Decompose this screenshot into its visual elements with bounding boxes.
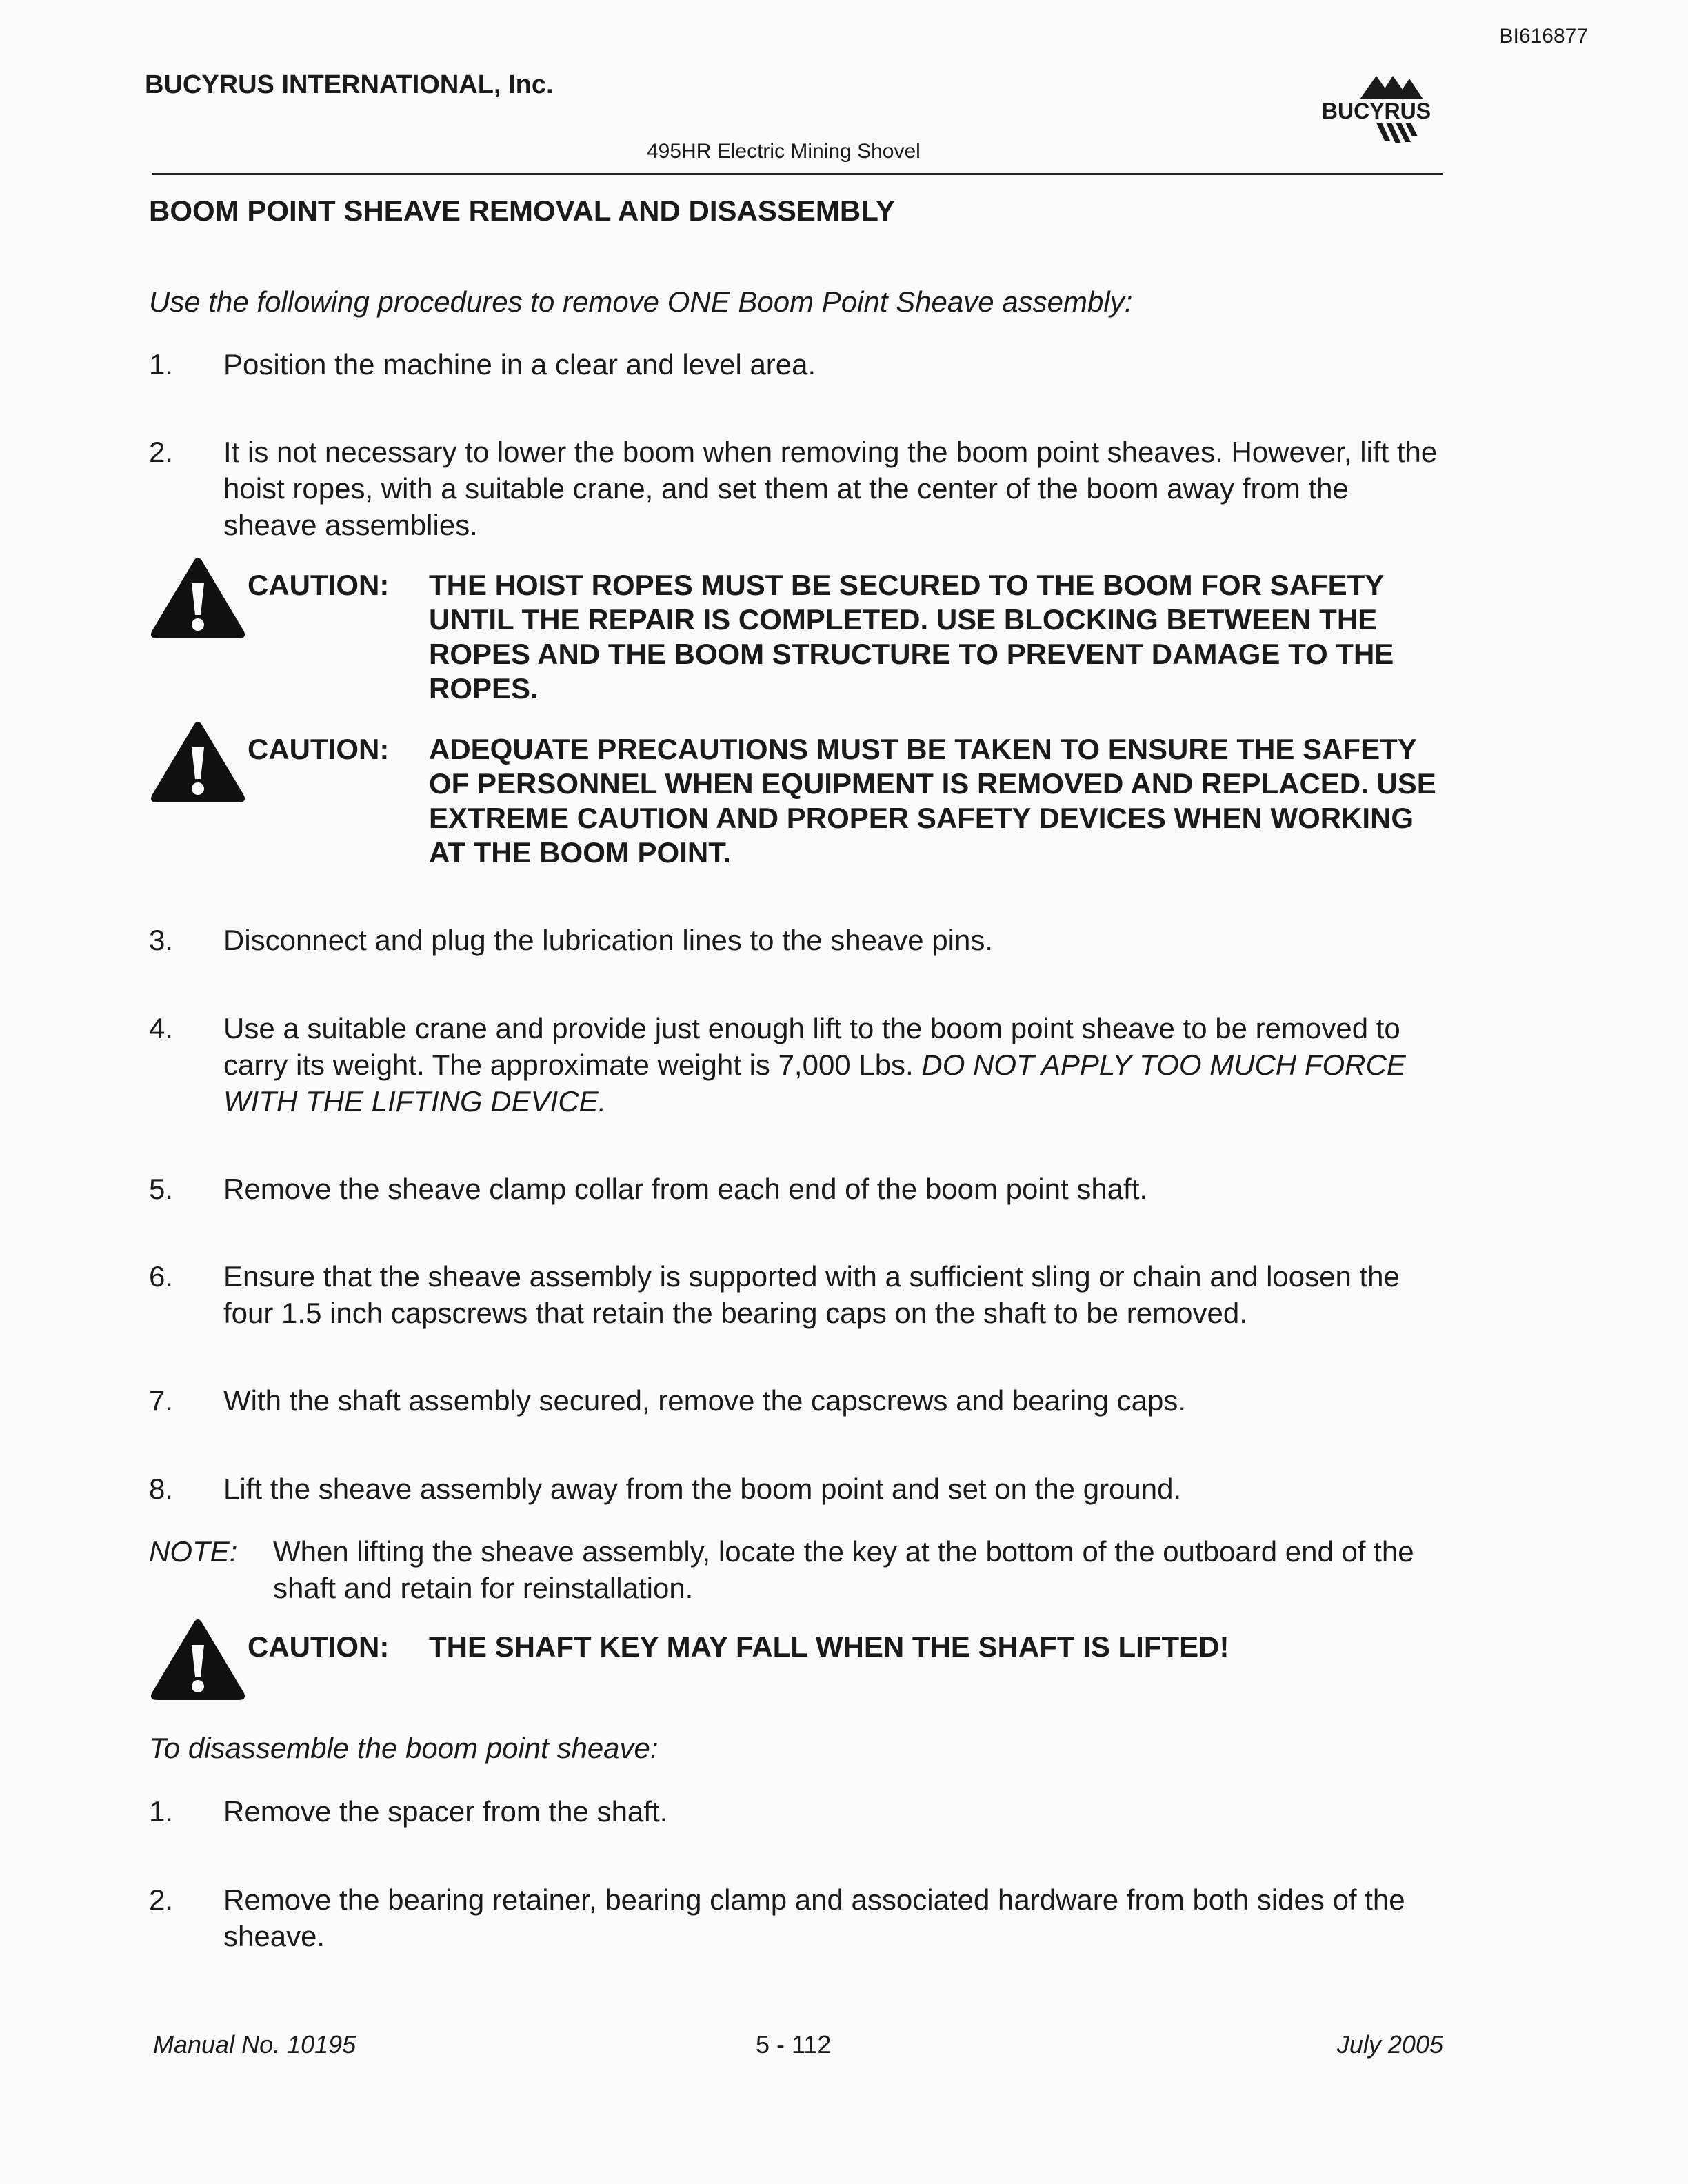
caution-block [149, 1630, 1445, 1664]
warning-triangle-icon [149, 721, 247, 805]
caution-text: THE HOIST ROPES MUST BE SECURED TO THE BOOM FOR SAFETY UNTIL THE REPAIR IS COMPLETED. USE BLOCKING BETWEEN THE ROPES AND THE BOOM STRUCTURE TO PREVENT DAMAGE TO THE ROPES. [429, 569, 1394, 705]
caution-text: THE SHAFT KEY MAY FALL WHEN THE SHAFT IS LIFTED! [429, 1630, 1229, 1663]
step-text: Remove the sheave clamp collar from each end of the boom point shaft. [223, 1173, 1148, 1205]
removal-step-2 [149, 434, 1445, 543]
publication-date: July 2005 [1336, 2030, 1443, 2059]
step-emphasis: DO NOT APPLY TOO MUCH FORCE WITH THE LIFTING DEVICE. [223, 1049, 1406, 1118]
step-number: 2. [149, 436, 174, 468]
caution-label: CAUTION: [248, 733, 390, 765]
step-number: 8. [149, 1473, 174, 1505]
removal-step-6 [149, 1258, 1445, 1331]
step-text: Disconnect and plug the lubrication lines to the sheave pins. [223, 924, 994, 956]
removal-step-3 [149, 922, 1445, 958]
disassembly-step-2 [149, 1881, 1445, 1954]
step-number: 7. [149, 1384, 174, 1417]
removal-step-1 [149, 346, 1445, 383]
note-text: When lifting the sheave assembly, locate the key at the bottom of the outboard end of the shaft and retain for reinstallation. [273, 1535, 1414, 1604]
step-text: Lift the sheave assembly away from the boom point and set on the ground. [223, 1473, 1182, 1505]
step-text: Remove the spacer from the shaft. [223, 1795, 668, 1828]
note-block [149, 1533, 1445, 1606]
removal-intro: Use the following procedures to remove ONE Boom Point Sheave assembly: [149, 285, 1133, 318]
step-number: 6. [149, 1260, 174, 1293]
step-number: 1. [149, 1795, 174, 1828]
removal-step-5 [149, 1171, 1445, 1207]
note-label: NOTE: [149, 1535, 238, 1568]
caution-text: ADEQUATE PRECAUTIONS MUST BE TAKEN TO ENSURE THE SAFETY OF PERSONNEL WHEN EQUIPMENT IS REMOVED AND REPLACED. USE EXTREME CAUTION AND PROPER SAFETY DEVICES WHEN WORKING AT THE BOOM POINT. [429, 733, 1436, 869]
step-number: 1. [149, 348, 174, 381]
company-name: BUCYRUS INTERNATIONAL, Inc. [145, 70, 554, 99]
removal-step-4 [149, 1010, 1445, 1120]
removal-step-7 [149, 1382, 1445, 1419]
step-number: 3. [149, 924, 174, 956]
step-text: Remove the bearing retainer, bearing clamp and associated hardware from both sides of the sheave. [223, 1883, 1405, 1952]
page-number: 5 - 112 [756, 2030, 832, 2059]
step-number: 4. [149, 1012, 174, 1044]
manual-number: Manual No. 10195 [153, 2030, 356, 2059]
step-number: 5. [149, 1173, 174, 1205]
disassembly-intro: To disassemble the boom point sheave: [149, 1732, 659, 1764]
step-text: Ensure that the sheave assembly is supported with a sufficient sling or chain and loosen the four 1.5 inch capscrews that retain the bearing caps on the shaft to be removed. [223, 1260, 1400, 1329]
warning-triangle-icon [149, 1619, 247, 1703]
document-subtitle: 495HR Electric Mining Shovel [647, 140, 921, 163]
step-text: Position the machine in a clear and level area. [223, 348, 816, 381]
caution-block [149, 732, 1445, 870]
caution-label: CAUTION: [248, 1630, 390, 1663]
step-text [223, 1010, 1445, 1120]
step-text-plain: Use a suitable crane and provide just enough lift to the boom point sheave to be removed to carry its weight. The approximate weight is 7,000 Lbs. [223, 1012, 1400, 1081]
step-text: With the shaft assembly secured, remove the capscrews and bearing caps. [223, 1384, 1187, 1417]
header-divider [152, 173, 1443, 175]
document-id: BI616877 [1499, 25, 1588, 48]
warning-triangle-icon [149, 557, 247, 641]
caution-block [149, 568, 1445, 706]
bucyrus-logo [1310, 72, 1441, 152]
step-number: 2. [149, 1883, 174, 1916]
disassembly-step-1 [149, 1793, 1445, 1830]
caution-label: CAUTION: [248, 569, 390, 601]
removal-step-8 [149, 1470, 1445, 1507]
section-title: BOOM POINT SHEAVE REMOVAL AND DISASSEMBLY [149, 194, 896, 227]
logo-text: BUCYRUS [1321, 99, 1431, 123]
step-text: It is not necessary to lower the boom when removing the boom point sheaves. However, lift the hoist ropes, with a suitable crane, and set them at the center of the boom away from the sheave assemblies. [223, 436, 1438, 541]
